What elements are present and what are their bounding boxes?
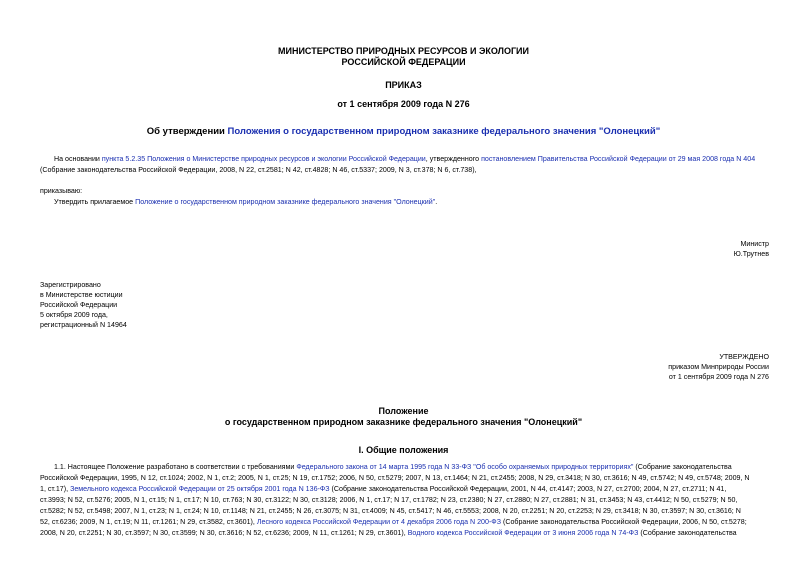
registration-line: в Министерстве юстиции bbox=[40, 291, 123, 299]
document-date: от 1 сентября 2009 года N 276 bbox=[337, 99, 470, 109]
government-decree-link[interactable]: постановлением Правительства Российской Федерации от 29 мая 2008 года N 404 bbox=[481, 155, 756, 163]
registration-line: Зарегистрировано bbox=[40, 281, 101, 289]
clause-text: 1, ст.17), bbox=[40, 485, 71, 493]
preamble-line1 bbox=[54, 155, 755, 164]
clause-line bbox=[40, 485, 726, 494]
approve-line bbox=[54, 198, 437, 207]
clause-text: (Собрание законодательства bbox=[638, 529, 737, 537]
ministry-title-line2: РОССИЙСКОЙ ФЕДЕРАЦИИ bbox=[341, 57, 466, 67]
forest-code-link[interactable]: Лесного кодекса Российской Федерации от 4 декабря 2006 года N 200-ФЗ bbox=[256, 518, 501, 526]
registration-line: 5 октября 2009 года, bbox=[40, 311, 108, 319]
clause-line bbox=[40, 518, 747, 527]
clause-line bbox=[54, 463, 732, 472]
preamble-text: На основании bbox=[54, 155, 102, 163]
clause-text: 52, ст.6236; 2009, N 1, ст.19; N 11, ст.1261; N 29, ст.3582, ст.3601), bbox=[40, 518, 257, 526]
clause-line: ст.3993; N 52, ст.5276; 2005, N 1, ст.15; N 1, ст.17; N 10, ст.763; N 30, ст.3122; N 30, ст.3128; 2006, N 1, ст.17; N 17, ст.1782; N 23, ст.2380; N 27, ст.2880; N 27, ст.2881; N 31, ст.3453; N 43, ст.4412; N 50, ст.5279; N 50, bbox=[40, 496, 738, 504]
order-word: приказываю: bbox=[40, 187, 83, 195]
federal-law-link[interactable]: Федерального закона от 14 марта 1995 года N 33-ФЗ "Об особо охраняемых природных территориях" bbox=[296, 463, 634, 471]
approved-stamp-line: УТВЕРЖДЕНО bbox=[719, 353, 769, 361]
approve-text: . bbox=[435, 198, 438, 206]
clause-text: (Собрание законодательства Российской Федерации, 2001, N 44, ст.4147; 2003, N 27, ст.2700; 2004, N 27, ст.2711; N 41, bbox=[329, 485, 727, 493]
document-subject bbox=[0, 126, 807, 138]
approved-regulation-link[interactable]: Положение о государственном природном заказнике федерального значения "Олонецкий" bbox=[135, 198, 436, 206]
section-heading: I. Общие положения bbox=[358, 445, 449, 455]
subject-link[interactable]: Положения о государственном природном заказнике федерального значения "Олонецкий" bbox=[227, 126, 661, 137]
clause-text: 2008, N 20, ст.2251; N 30, ст.3597; N 30, ст.3599; N 30, ст.3616; N 52, ст.6236; 2009, N 11, ст.1261; N 29, ст.3601), bbox=[40, 529, 408, 537]
signature-name: Ю.Трутнев bbox=[733, 250, 769, 258]
land-code-link[interactable]: Земельного кодекса Российской Федерации от 25 октября 2001 года N 136-ФЗ bbox=[70, 485, 330, 493]
clause-line: ст.5282; N 52, ст.5498; 2007, N 1, ст.23; N 1, ст.24; N 10, ст.1148; N 21, ст.2455; N 26, ст.3075; N 31, ст.4009; N 45, ст.5417; N 46, ст.5553; 2008, N 20, ст.2251; N 20, ст.2253; N 29, ст.3418; N 30, ст.3597; N 30, ст.3616; N bbox=[40, 507, 741, 515]
approve-text: Утвердить прилагаемое bbox=[54, 198, 136, 206]
clause-text: (Собрание законодательства Российской Федерации, 2006, N 50, ст.5278; bbox=[500, 518, 747, 526]
regulation-link[interactable]: пункта 5.2.35 Положения о Министерстве природных ресурсов и экологии Российской Федерации bbox=[101, 155, 426, 163]
clause-text: 1.1. Настоящее Положение разработано в соответствии с требованиями bbox=[54, 463, 297, 471]
document-type: ПРИКАЗ bbox=[385, 80, 422, 90]
preamble-line2: (Собрание законодательства Российской Федерации, 2008, N 22, ст.2581; N 42, ст.4828; N 46, ст.5337; 2009, N 3, ст.378; N 6, ст.738), bbox=[40, 166, 477, 174]
ministry-title-line1: МИНИСТЕРСТВО ПРИРОДНЫХ РЕСУРСОВ И ЭКОЛОГИИ bbox=[277, 46, 529, 56]
clause-line: Российской Федерации, 1995, N 12, ст.1024; 2002, N 1, ст.2; 2005, N 1, ст.25; N 19, ст.1752; 2006, N 50, ст.5279; 2007, N 13, ст.1464; N 21, ст.2455; 2008, N 29, ст.3418; N 30, ст.3616; N 49, ст.5742; N 49, ст.5748; 2009, N bbox=[40, 474, 750, 482]
water-code-link[interactable]: Водного кодекса Российской Федерации от 3 июня 2006 года N 74-ФЗ bbox=[407, 529, 639, 537]
clause-text: (Собрание законодательства bbox=[633, 463, 732, 471]
clause-line bbox=[40, 529, 737, 538]
annex-subtitle: о государственном природном заказнике федерального значения "Олонецкий" bbox=[224, 417, 583, 427]
preamble-text: , утвержденного bbox=[425, 155, 482, 163]
subject-prefix: Об утверждении bbox=[146, 126, 228, 137]
annex-title: Положение bbox=[378, 406, 429, 416]
approved-stamp-line: от 1 сентября 2009 года N 276 bbox=[668, 373, 769, 381]
signature-title: Министр bbox=[740, 240, 769, 248]
registration-line: регистрационный N 14964 bbox=[40, 321, 127, 329]
registration-line: Российской Федерации bbox=[40, 301, 118, 309]
approved-stamp-line: приказом Минприроды России bbox=[668, 363, 769, 371]
